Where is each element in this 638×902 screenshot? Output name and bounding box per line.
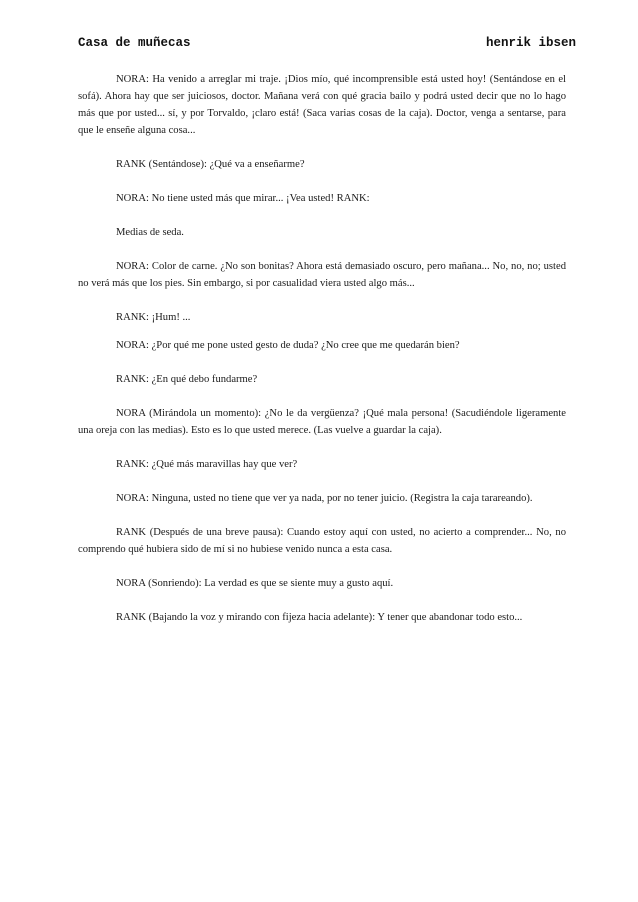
paragraph-medias-seda: Medias de seda. (116, 227, 184, 238)
document-author: henrik ibsen (485, 36, 576, 50)
paragraph-nora-ninguna: NORA: Ninguna, usted no tiene que ver ya nada, por no tener juicio. (Registra la caja tarareando). (116, 493, 533, 504)
paragraph-nora-duda: NORA: ¿Por qué me pone usted gesto de duda? ¿No cree que me quedarán bien? (116, 340, 460, 351)
paragraph-rank-maravillas: RANK: ¿Qué más maravillas hay que ver? (116, 459, 298, 470)
paragraph-rank-pausa: RANK (Después de una breve pausa): Cuando estoy aquí con usted, no acierto a comprender... No, no comprendo qué hubiera sido de mí si no hubiese venido nunca a esta casa. (78, 527, 566, 555)
paragraph-rank-abandonar: RANK (Bajando la voz y mirando con fijeza hacia adelante): Y tener que abandonar todo esto... (116, 612, 523, 623)
paragraph-nora-sonriendo: NORA (Sonriendo): La verdad es que se siente muy a gusto aquí. (116, 578, 394, 589)
paragraph-rank-hum: RANK: ¡Hum! ... (116, 312, 191, 323)
paragraph-rank-ensenarme: RANK (Sentándose): ¿Qué va a enseñarme? (116, 159, 305, 170)
paragraph-rank-fundarme: RANK: ¿En qué debo fundarme? (116, 374, 258, 385)
paragraph-nora-color-carne: NORA: Color de carne. ¿No son bonitas? Ahora está demasiado oscuro, pero mañana... No, no, no; usted no verá más que los pies. Sin embargo, si por casualidad viera usted algo más... (78, 261, 566, 289)
page-header (78, 36, 576, 52)
document-title: Casa de muñecas (78, 36, 191, 50)
paragraph-nora-verguenza: NORA (Mirándola un momento): ¿No le da vergüenza? ¡Qué mala persona! (Sacudiéndole ligeramente una oreja con las medias). Esto es lo que usted merece. (Las vuelve a guardar la caja). (78, 408, 566, 436)
document-body (78, 71, 566, 626)
paragraph-nora-traje: NORA: Ha venido a arreglar mi traje. ¡Dios mío, qué incomprensible está usted hoy! (Sentándose en el sofá). Ahora hay que ser juiciosos, doctor. Mañana verá con qué gracia bailo y podrá usted decir que no lo hago más que por usted... sí, y por Torvaldo, ¡claro está! (Saca varias cosas de la caja). Doctor, venga a sentarse, para que le enseñe alguna cosa... (78, 74, 566, 136)
paragraph-nora-mirar: NORA: No tiene usted más que mirar... ¡Vea usted! RANK: (116, 193, 370, 204)
